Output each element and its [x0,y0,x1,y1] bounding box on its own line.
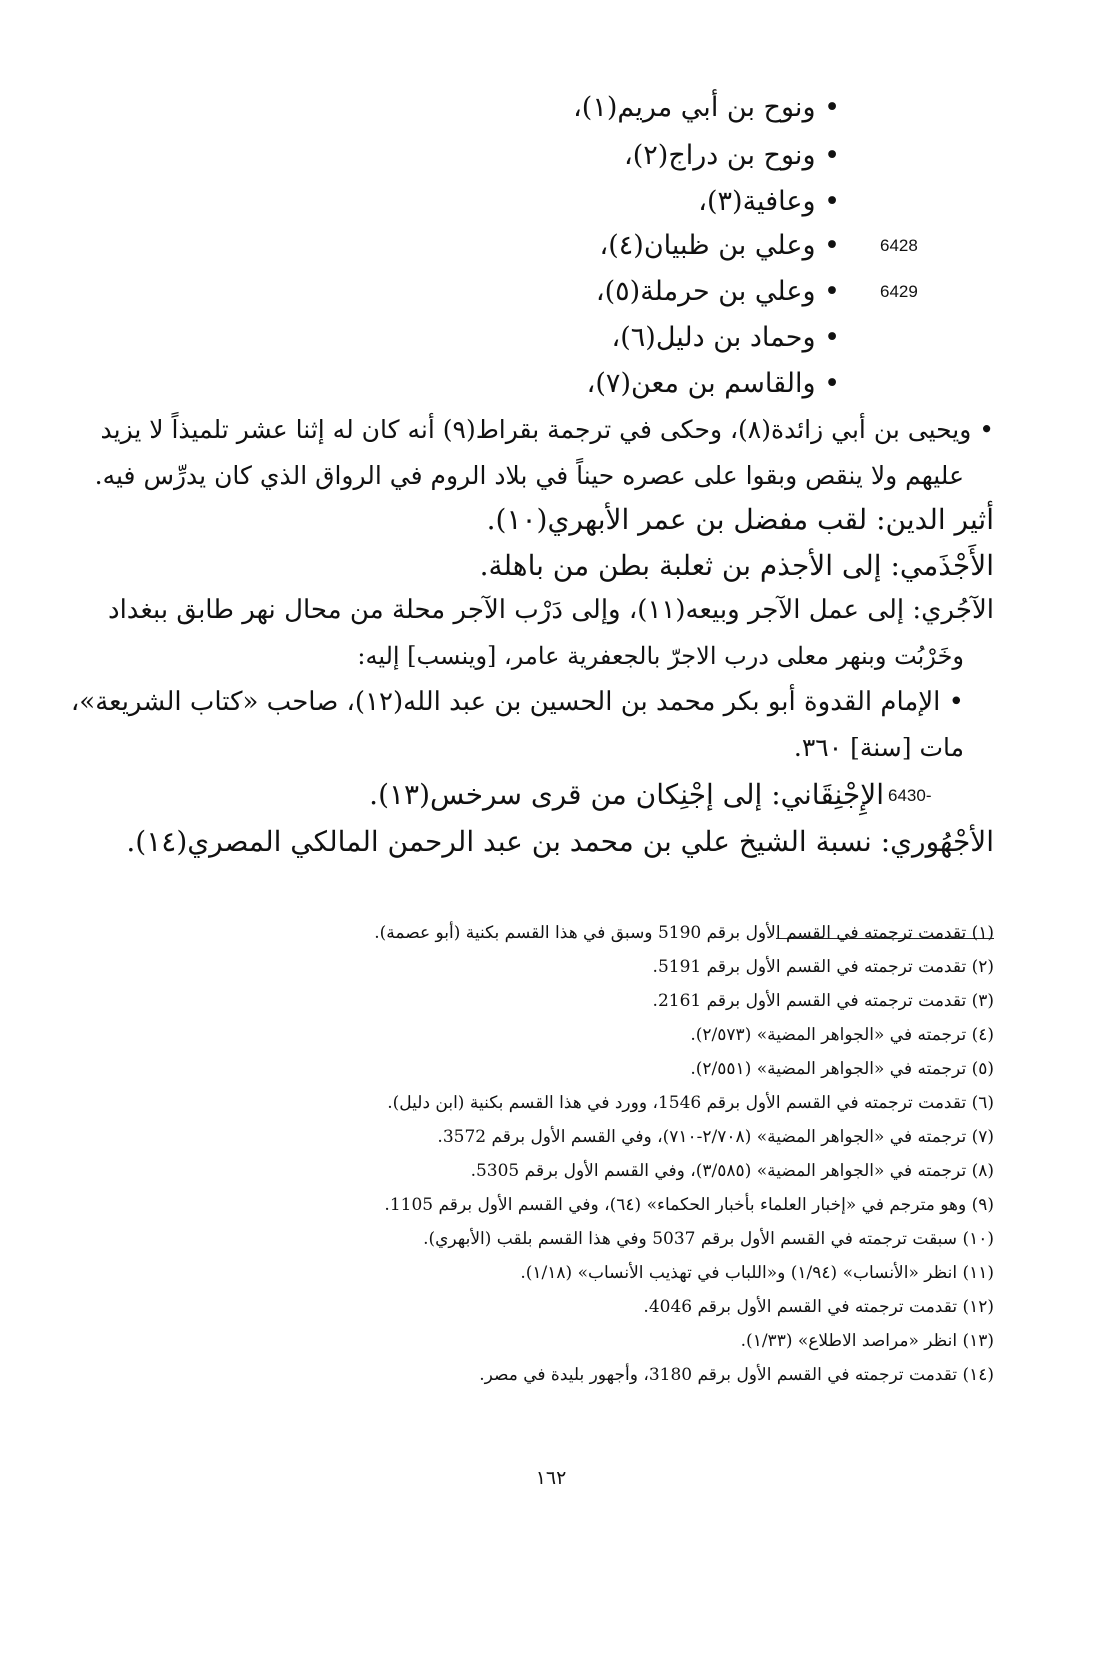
paragraph-yahya-line2: عليهم ولا ينقص وبقوا على عصره حيناً في بلاد الروم في الرواق الذي كان يدرِّس فيه. [94,461,964,490]
footnote-5: (٥) ترجمته في «الجواهر المضية» (٢/٥٥١). [690,1059,994,1079]
entry-al-ajhuri: الأجْهُوري: نسبة الشيخ علي بن محمد بن عبد الرحمن المالكي المصري(١٤). [126,825,994,858]
footnote-10: (١٠) سبقت ترجمته في القسم الأول برقم 5037 وفي هذا القسم بلقب (الأبهري). [423,1229,994,1249]
footnote-4: (٤) ترجمته في «الجواهر المضية» (٢/٥٧٣). [690,1025,994,1045]
footnote-9: (٩) وهو مترجم في «إخبار العلماء بأخبار الحكماء» (٦٤)، وفي القسم الأول برقم 1105. [384,1195,994,1215]
footnote-13: (١٣) انظر «مراصد الاطلاع» (١/٣٣). [740,1331,994,1351]
footnote-1: (١) تقدمت ترجمته في القسم الأول برقم 5190 وسبق في هذا القسم بكنية (أبو عصمة). [374,923,994,943]
footnote-7: (٧) ترجمته في «الجواهر المضية» (٢/٧٠٨-٧١٠)، وفي القسم الأول برقم 3572. [437,1127,994,1147]
entry-number-6430: 6430- [888,786,932,805]
entry-al-ajurri-line2: وخَرْبُت وبنهر معلى درب الاجرّ بالجعفرية عامر، [وينسب] إليه: [357,642,964,670]
paragraph-yahya-line1: • ويحيى بن أبي زائدة(٨)، وحكى في ترجمة بقراط(٩) أنه كان له إثنا عشر تلميذاً لا يزيد [100,415,994,444]
footnote-6: (٦) تقدمت ترجمته في القسم الأول برقم 1546، وورد في هذا القسم بكنية (ابن دليل). [387,1093,994,1113]
entry-abu-bakr-line2: مات [سنة] ٣٦٠. [793,733,964,762]
entry-ali-ibn-zabyan: • وعلي بن ظبيان(٤)، [599,230,840,261]
entry-al-ajurri-line1: الآجُري: إلى عمل الآجر وبيعه(١١)، وإلى دَرْب الآجر محلة من محال نهر طابق ببغداد [108,595,994,625]
entry-al-ijniqani: الإِجْنِقَاني: إلى إجْنِكان من قرى سرخس(١٣). [369,778,884,811]
entry-number-6428: 6428 [880,236,918,255]
page-number: ١٦٢ [535,1467,567,1489]
footnote-12: (١٢) تقدمت ترجمته في القسم الأول برقم 4046. [643,1297,994,1317]
entry-qasim-ibn-maan: • والقاسم بن معن(٧)، [586,368,840,399]
footnote-2: (٢) تقدمت ترجمته في القسم الأول برقم 5191. [652,957,994,977]
entry-number-6429: 6429 [880,282,918,301]
footnote-11: (١١) انظر «الأنساب» (١/٩٤) و«اللباب في تهذيب الأنساب» (١/١٨). [520,1263,994,1283]
entry-nuh-ibn-darraj: • ونوح بن دراج(٢)، [624,140,840,171]
entry-nuh-ibn-abi-maryam: • ونوح بن أبي مريم(١)، [573,92,840,123]
footnote-14: (١٤) تقدمت ترجمته في القسم الأول برقم 3180، وأجهور بليدة في مصر. [479,1365,994,1385]
entry-athir-al-din: أثير الدين: لقب مفضل بن عمر الأبهري(١٠). [486,503,994,536]
entry-afiya: • وعافية(٣)، [698,186,840,217]
footnote-3: (٣) تقدمت ترجمته في القسم الأول برقم 2161. [652,991,994,1011]
entry-ali-ibn-harmala: • وعلي بن حرملة(٥)، [595,276,840,307]
entry-al-ajdhami: الأَجْذَمي: إلى الأجذم بن ثعلبة بطن من باهلة. [479,549,994,582]
footnote-8: (٨) ترجمته في «الجواهر المضية» (٣/٥٨٥)، وفي القسم الأول برقم 5305. [470,1161,994,1181]
entry-hammad-ibn-dalil: • وحماد بن دليل(٦)، [611,322,840,353]
entry-abu-bakr-line1: • الإمام القدوة أبو بكر محمد بن الحسين بن عبد الله(١٢)، صاحب «كتاب الشريعة»، [70,687,964,717]
